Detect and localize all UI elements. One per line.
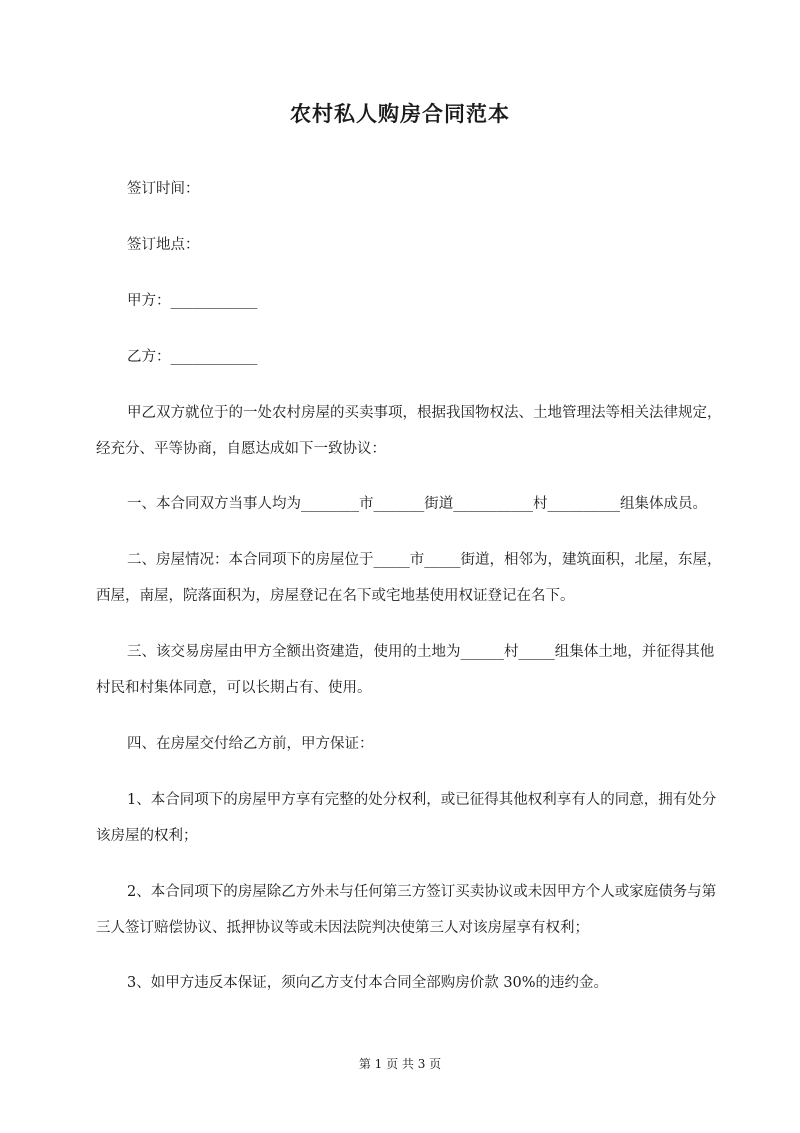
clause-4: 四、在房屋交付给乙方前，甲方保证：: [127, 736, 374, 752]
intro-line-1: 甲乙双方就位于的一处农村房屋的买卖事项，根据我国物权法、土地管理法等相关法律规定，: [127, 405, 722, 421]
sign-place-line: 签订地点：: [127, 237, 200, 253]
page-number-footer: 第 1 页 共 3 页: [358, 1057, 442, 1071]
clause-3-line-2: 村民和村集体同意，可以长期占有、使用。: [96, 680, 372, 696]
item-2-line-1: 2、本合同项下的房屋除乙方外未与任何第三方签订买卖协议或未因甲方个人或家庭债务与第: [127, 884, 717, 900]
clause-3-line-1: 三、该交易房屋由甲方全额出资建造，使用的土地为______村_____组集体土地，并征得其他: [127, 644, 715, 660]
sign-time-line: 签订时间：: [127, 181, 200, 197]
clause-2-line-2: 西屋，南屋，院落面积为，房屋登记在名下或宅地基使用权证登记在名下。: [96, 588, 575, 604]
party-a-line: 甲方：____________: [127, 293, 258, 309]
document-title: 农村私人购房合同范本: [290, 101, 510, 126]
clause-2-line-1: 二、房屋情况：本合同项下的房屋位于_____市_____街道，相邻为，建筑面积，北屋，东屋，: [127, 552, 722, 568]
clause-1: 一、本合同双方当事人均为________市_______街道___________村__________组集体成员。: [127, 496, 707, 512]
intro-line-2: 经充分、平等协商，自愿达成如下一致协议：: [96, 441, 386, 457]
item-1-line-1: 1、本合同项下的房屋甲方享有完整的处分权利，或已征得其他权利享有人的同意，拥有处分: [127, 792, 717, 808]
item-2-line-2: 三人签订赔偿协议、抵押协议等或未因法院判决使第三人对该房屋享有权利；: [96, 920, 589, 936]
party-b-line: 乙方：____________: [127, 349, 258, 365]
item-1-line-2: 该房屋的权利；: [96, 828, 198, 844]
item-3: 3、如甲方违反本保证，须向乙方支付本合同全部购房价款 30%的违约金。: [127, 975, 609, 991]
